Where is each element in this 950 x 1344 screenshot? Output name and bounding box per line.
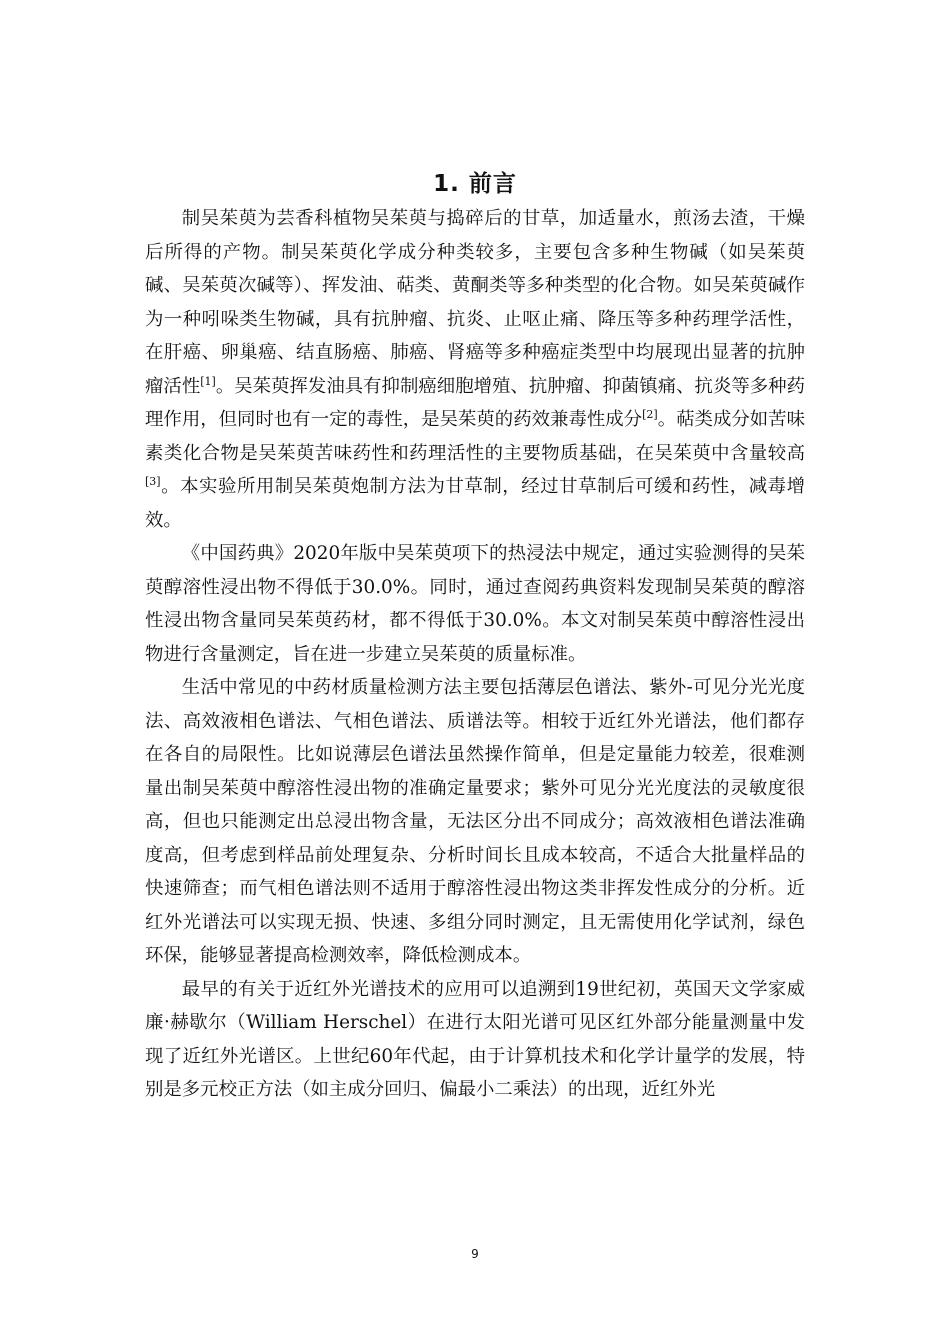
paragraph-history: 最早的有关于近红外光谱技术的应用可以追溯到19世纪初，英国天文学家威廉·赫歇尔（William Herschel）在进行太阳光谱可见区红外部分能量测量中发现了近红外光谱区。上世纪60年代起，由于计算机技术和化学计量学的发展，特别是多元校正方法（如主成分回归、偏最小二乘法）的出现，近红外光 — [145, 978, 805, 1100]
page-number: 9 — [471, 1247, 479, 1261]
citation-ref-3: [3] — [145, 474, 161, 488]
paragraph-intro-part-b: 。吴茱萸挥发油具有抑制癌细胞增殖、抗肿瘤、抑菌镇痛、抗炎等多种药理作用，但同时也有一定的毒性，是吴茱萸的药效兼毒性成分 — [145, 375, 805, 430]
citation-ref-2: [2] — [642, 407, 658, 421]
paragraph-methods: 生活中常见的中药材质量检测方法主要包括薄层色谱法、紫外-可见分光光度法、高效液相色谱法、气相色谱法、质谱法等。相较于近红外光谱法，他们都存在各自的局限性。比如说薄层色谱法虽然操作简单，但是定量能力较差，很难测量出制吴茱萸中醇溶性浸出物的准确定量要求；紫外可见分光光度法的灵敏度很高，但也只能测定出总浸出物含量，无法区分出不同成分；高效液相色谱法准确度高，但考虑到样品前处理复杂、分析时间长且成本较高，不适合大批量样品的快速筛查；而气相色谱法则不适用于醇溶性浸出物这类非挥发性成分的分析。近红外光谱法可以实现无损、快速、多组分同时测定，且无需使用化学试剂，绿色环保，能够显著提高检测效率，降低检测成本。 — [145, 677, 805, 966]
paragraph-intro — [145, 202, 805, 537]
body-text — [145, 202, 805, 1107]
paragraph-intro-part-a: 制吴茱萸为芸香科植物吴茱萸与捣碎后的甘草，加适量水，煎汤去渣，干燥后所得的产物。制吴茱萸化学成分种类较多，主要包含多种生物碱（如吴茱萸碱、吴茱萸次碱等）、挥发油、萜类、黄酮类等多种类型的化合物。如吴茱萸碱作为一种吲哚类生物碱，具有抗肿瘤、抗炎、止呕止痛、降压等多种药理学活性，在肝癌、卵巢癌、结直肠癌、肺癌、肾癌等多种癌症类型中均展现出显著的抗肿瘤活性 — [145, 208, 805, 397]
paragraph-intro-part-d: 。本实验所用制吴茱萸炮制方法为甘草制，经过甘草制后可缓和药性，减毒增效。 — [145, 476, 805, 531]
section-heading: 1. 前言 — [433, 171, 517, 197]
citation-ref-1: [1] — [200, 374, 216, 388]
paragraph-pharmacopoeia: 《中国药典》2020年版中吴茱萸项下的热浸法中规定，通过实验测得的吴茱萸醇溶性浸出物不得低于30.0%。同时，通过查阅药典资料发现制吴茱萸的醇溶性浸出物含量同吴茱萸药材，都不得低于30.0%。本文对制吴茱萸中醇溶性浸出物进行含量测定，旨在进一步建立吴茱萸的质量标准。 — [145, 543, 805, 665]
paragraph-intro-part-c: 。萜类成分如苦味素类化合物是吴茱萸苦味药性和药理活性的主要物质基础，在吴茱萸中含量较高 — [145, 409, 805, 464]
